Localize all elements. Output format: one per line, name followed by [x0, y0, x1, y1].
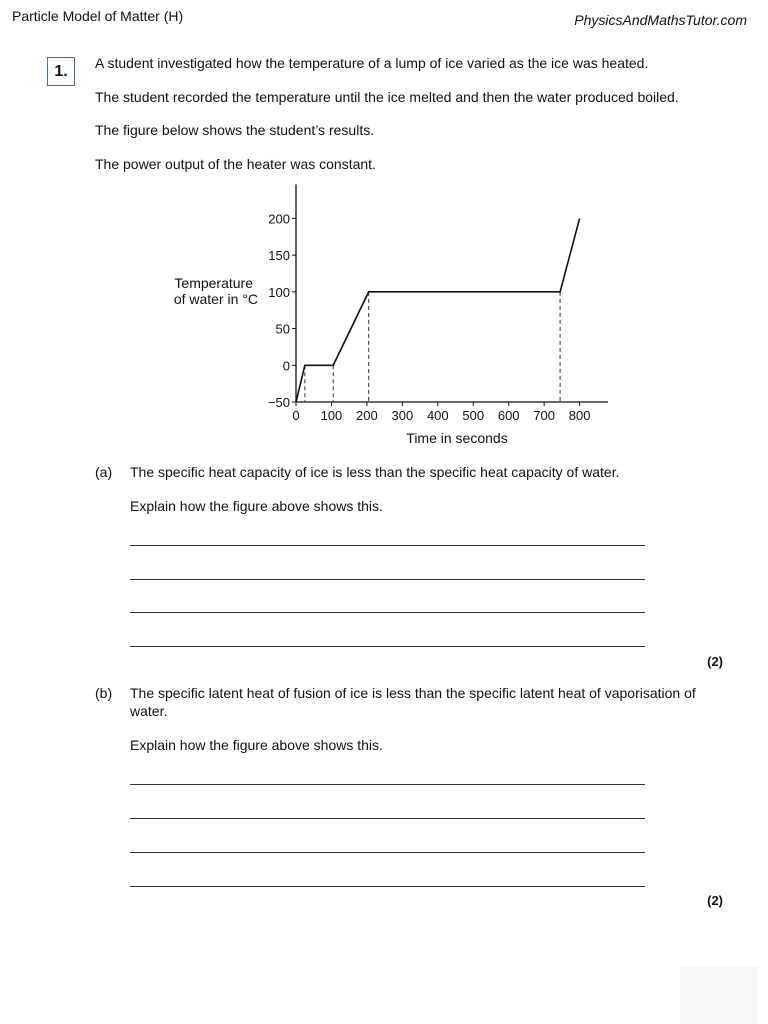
x-tick-label: 100 [320, 408, 343, 423]
x-tick-label: 300 [391, 408, 414, 423]
x-tick-label: 200 [356, 408, 378, 423]
part-a-answer-line-2[interactable] [130, 579, 645, 580]
temperature-series-line [296, 218, 580, 402]
part-a-letter: (a) [95, 464, 113, 480]
part-a-marks: (2) [707, 654, 723, 669]
part-b-letter: (b) [95, 685, 113, 701]
y-tick-label: 100 [268, 284, 290, 300]
part-b-marks: (2) [707, 893, 723, 908]
x-axis-label: Time in seconds [406, 430, 508, 446]
part-a-prompt: Explain how the figure above shows this. [130, 498, 383, 514]
part-b-prompt: Explain how the figure above shows this. [130, 737, 383, 753]
y-tick-label: 50 [275, 321, 290, 337]
part-b-answer-line-4[interactable] [130, 886, 645, 887]
y-tick-label: 0 [282, 358, 290, 374]
y-axis-label-line-1: Temperature [174, 275, 253, 291]
x-tick-label: 0 [292, 408, 300, 423]
part-a-answer-line-1[interactable] [130, 545, 645, 546]
intro-line-4: The power output of the heater was constant. [95, 156, 376, 172]
x-tick-label: 600 [497, 408, 520, 423]
temperature-time-chart [160, 180, 620, 452]
y-axis-label-line-2: of water in °C [173, 291, 258, 307]
part-a-statement: The specific heat capacity of ice is less than the specific heat capacity of water. [130, 464, 620, 480]
part-b-answer-line-3[interactable] [130, 852, 645, 853]
part-b-answer-line-1[interactable] [130, 784, 645, 785]
part-b-answer-line-2[interactable] [130, 818, 645, 819]
brand-name: PhysicsAndMathsTutor.com [574, 12, 747, 28]
intro-line-1: A student investigated how the temperature of a lump of ice varied as the ice was heated. [95, 55, 649, 71]
x-tick-label: 700 [533, 408, 556, 423]
part-a-answer-line-4[interactable] [130, 646, 645, 647]
intro-line-3: The figure below shows the student’s results. [95, 122, 375, 138]
question-number: 1. [47, 57, 75, 86]
y-tick-label: 200 [268, 211, 290, 227]
y-tick-label: 150 [268, 248, 290, 264]
part-a-answer-line-3[interactable] [130, 612, 645, 613]
x-tick-label: 800 [568, 408, 591, 423]
x-tick-label: 400 [426, 408, 449, 423]
page-corner-shade [680, 966, 758, 1024]
x-tick-label: 500 [462, 408, 485, 423]
intro-line-2: The student recorded the temperature until the ice melted and then the water produced boiled. [95, 89, 679, 105]
y-tick-label: −50 [267, 395, 290, 410]
part-b-statement: The specific latent heat of fusion of ice is less than the specific latent heat of vaporisation of water. [130, 685, 696, 719]
topic-title: Particle Model of Matter (H) [12, 8, 184, 24]
